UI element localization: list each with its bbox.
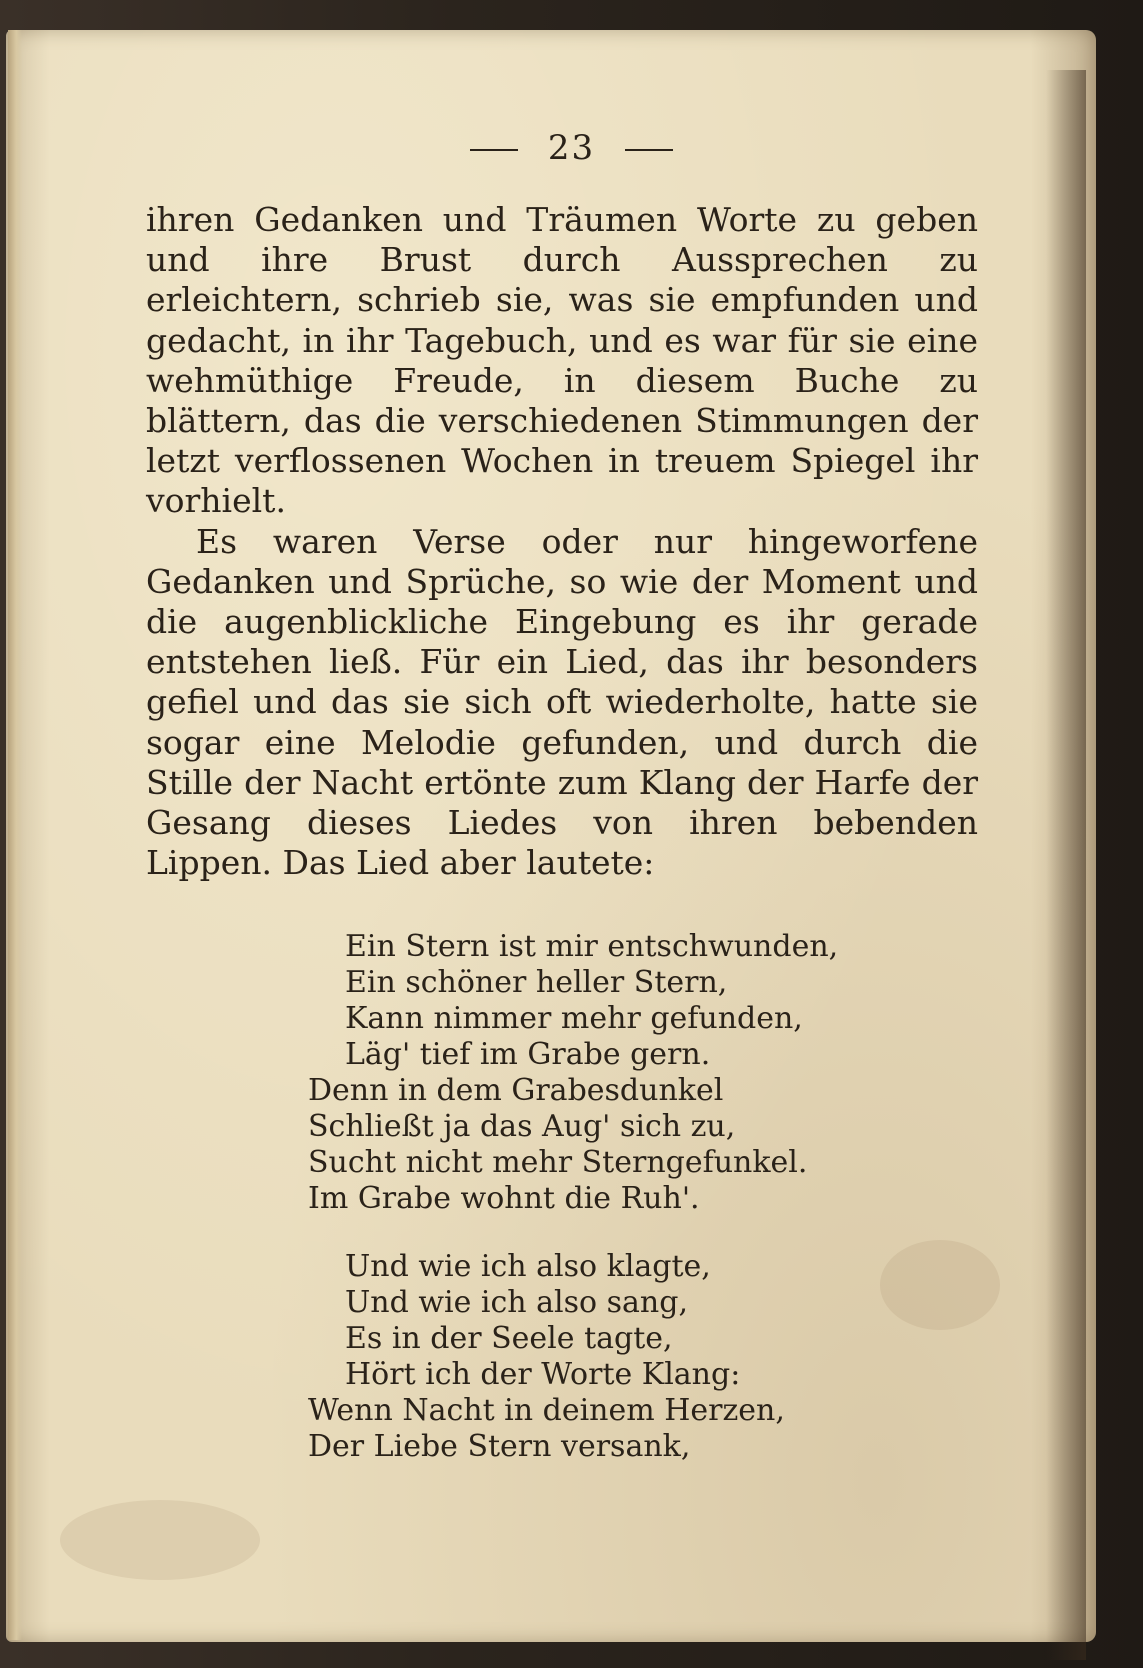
poem-line: Und wie ich also klagte, bbox=[345, 1249, 711, 1284]
poem-line: Hört ich der Worte Klang: bbox=[345, 1357, 741, 1392]
poem-line: Der Liebe Stern versank, bbox=[308, 1429, 691, 1464]
poem-line: Es in der Seele tagte, bbox=[345, 1321, 673, 1356]
poem-line: Wenn Nacht in deinem Herzen, bbox=[308, 1393, 785, 1428]
paper-stain bbox=[880, 1240, 1000, 1330]
page-edge-shadow bbox=[1046, 70, 1086, 1660]
prose-body bbox=[146, 200, 978, 883]
poem-line: Und wie ich also sang, bbox=[345, 1285, 688, 1320]
poem-line: Ein Stern ist mir entschwunden, bbox=[345, 929, 839, 964]
book-spine bbox=[8, 30, 22, 1640]
paragraph-2: Es waren Verse oder nur hingeworfene Gedanken und Sprüche, so wie der Moment und die augenblickliche Eingebung es ihr gerade entstehen ließ. Für ein Lied, das ihr besonders gefiel und das sie sich oft wiederholte, hatte sie sogar eine Melodie gefunden, und durch die Stille der Nacht ertönte zum Klang der Harfe der Gesang dieses Liedes von ihren bebenden Lippen. Das Lied aber lautete: bbox=[146, 521, 978, 883]
page-number: 23 bbox=[547, 128, 596, 168]
poem-line: Sucht nicht mehr Sterngefunkel. bbox=[308, 1145, 808, 1180]
poem-line: Im Grabe wohnt die Ruh'. bbox=[308, 1181, 700, 1216]
paper-stain bbox=[60, 1500, 260, 1580]
poem-line: Denn in dem Grabesdunkel bbox=[308, 1073, 724, 1108]
poem-line: Schließt ja das Aug' sich zu, bbox=[308, 1109, 736, 1144]
page-header bbox=[0, 128, 1143, 168]
header-dash-left bbox=[470, 149, 518, 151]
poem-line: Kann nimmer mehr gefunden, bbox=[345, 1001, 803, 1036]
paragraph-1: ihren Gedanken und Träumen Worte zu geben und ihre Brust durch Aussprechen zu erleichtern, schrieb sie, was sie empfunden und gedacht, in ihr Tagebuch, und es war für sie eine wehmüthige Freude, in diesem Buche zu blättern, das die verschiedenen Stimmungen der letzt verflossenen Wochen in treuem Spiegel ihr vorhielt. bbox=[146, 200, 978, 521]
poem-line: Läg' tief im Grabe gern. bbox=[345, 1037, 711, 1072]
header-dash-right bbox=[625, 149, 673, 151]
poem-line: Ein schöner heller Stern, bbox=[345, 965, 728, 1000]
